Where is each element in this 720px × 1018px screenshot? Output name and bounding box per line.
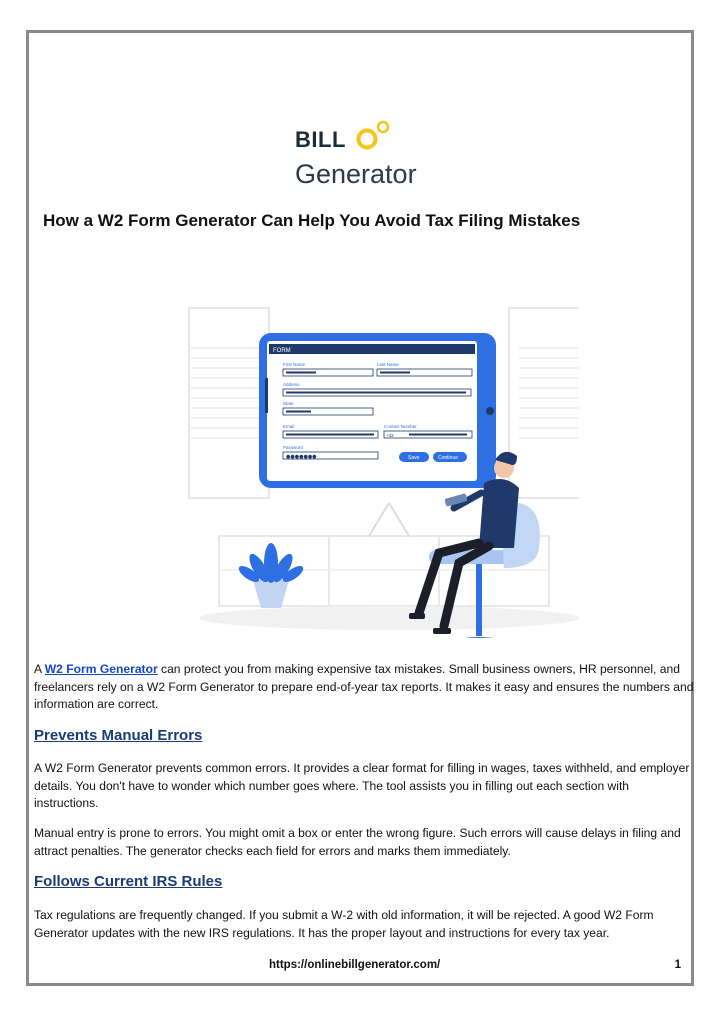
svg-text:Email: Email (283, 424, 295, 429)
footer-url: https://onlinebillgenerator.com/ (269, 959, 441, 971)
illustration-save-button: Save (408, 455, 420, 461)
section1-paragraph-1: A W2 Form Generator prevents common errors. It provides a clear format for filling in wages, taxes withheld, and employer details. You don't have to wonder which number goes where. The tool assists you in filling out each section with instructions. (34, 761, 690, 810)
section1-paragraph-2: Manual entry is prone to errors. You might omit a box or enter the wrong figure. Such errors will cause delays in filing and attract penalties. The generator checks each field for errors and marks them immediately. (34, 826, 681, 858)
svg-text:Last Name: Last Name (377, 362, 399, 367)
section-heading-prevents-manual-errors: Prevents Manual Errors (34, 727, 203, 744)
document-page (26, 30, 694, 986)
intro-prefix: A (34, 662, 45, 676)
section2-paragraph-1: Tax regulations are frequently changed. If you submit a W-2 with old information, it will be rejected. A good W2 Form Generator updates with the new IRS regulations. It has the proper layout and instructions for every tax year. (34, 908, 654, 940)
bill-generator-logo (295, 119, 465, 219)
logo-circles-icon (355, 119, 415, 159)
password-mask-text: ●●●●●●● (286, 454, 317, 460)
form-header-text: FORM (273, 348, 291, 354)
section-heading-follows-irs-rules: Follows Current IRS Rules (34, 873, 223, 890)
svg-text:Contact Number: Contact Number (384, 424, 417, 429)
form-illustration (159, 278, 579, 638)
logo-text-generator: Generator (295, 159, 417, 189)
page-number: 1 (674, 959, 681, 971)
w2-form-generator-link[interactable]: W2 Form Generator (44, 662, 158, 676)
document-title: How a W2 Form Generator Can Help You Avoid Tax Filing Mistakes (43, 211, 581, 230)
svg-text:State: State (283, 401, 294, 406)
illustration-continue-button: Continue (438, 455, 459, 461)
intro-paragraph (34, 661, 694, 714)
intro-rest: can protect you from making expensive tax mistakes. Small business owners, HR personnel, and freelancers rely on a W2 Form Generator to prepare end-of-year tax reports. It makes it easy and ensures the numbers and information are correct. (34, 662, 694, 711)
svg-text:Password: Password (283, 445, 303, 450)
country-code-text: +32 (386, 433, 394, 438)
svg-text:Address: Address (283, 382, 300, 387)
svg-text:First Name: First Name (283, 362, 306, 367)
logo-text-bill: BILL (295, 127, 346, 152)
